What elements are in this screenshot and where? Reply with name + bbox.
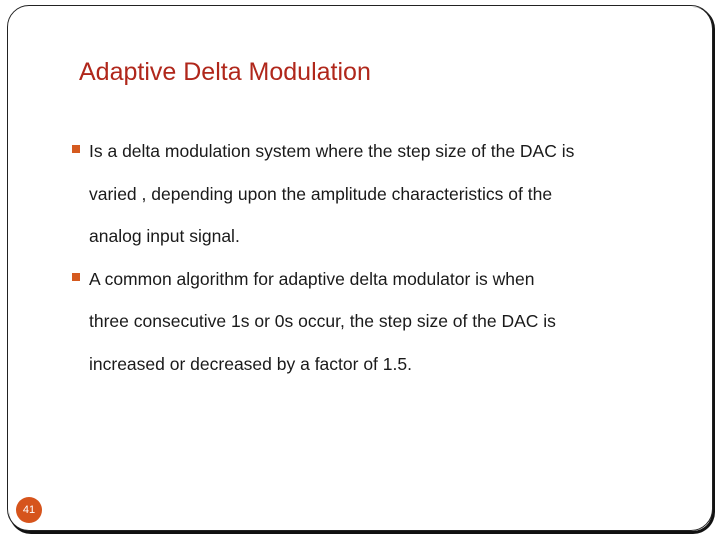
- bullet-line: three consecutive 1s or 0s occur, the step size of the DAC is: [89, 311, 556, 331]
- bullet-item: [70, 130, 670, 258]
- bullet-item: [70, 258, 670, 386]
- bullet-line: Is a delta modulation system where the step size of the DAC is: [89, 141, 575, 161]
- page-number-badge: 41: [16, 497, 42, 523]
- bullet-line: analog input signal.: [89, 226, 240, 246]
- slide-title: Adaptive Delta Modulation: [79, 58, 371, 86]
- bullet-line: increased or decreased by a factor of 1.5.: [89, 353, 412, 374]
- bullet-line: varied , depending upon the amplitude characteristics of the: [89, 183, 553, 204]
- bullet-list: [70, 130, 670, 385]
- square-bullet-icon: [72, 273, 80, 281]
- square-bullet-icon: [72, 145, 80, 153]
- bullet-line: A common algorithm for adaptive delta modulator is when: [89, 268, 535, 289]
